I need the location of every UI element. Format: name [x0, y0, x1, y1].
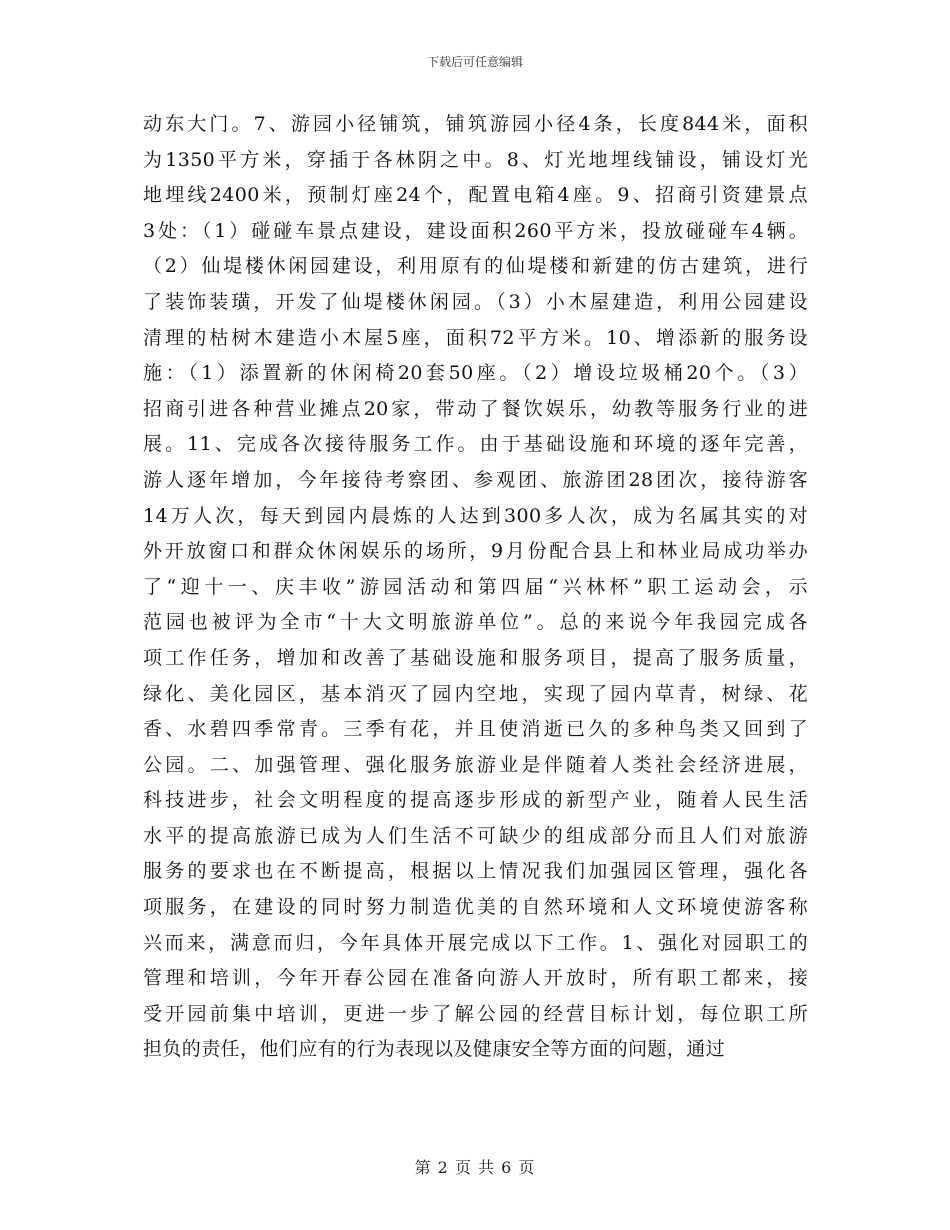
text-line: 游人逐年增加，今年接待考察团、参观团、旅游团28团次，接待游客: [143, 468, 808, 491]
text-line: 14万人次，每天到园内晨炼的人达到300多人次，成为名属其实的对: [143, 504, 808, 527]
text-line: 地埋线2400米，预制灯座24个，配置电箱4座。9、招商引资建景点: [143, 184, 808, 207]
text-line: 清理的枯树木建造小木屋5座，面积72平方米。10、增添新的服务设: [143, 326, 808, 349]
text-line: 受开园前集中培训，更进一步了解公园的经营目标计划，每位职工所: [143, 1002, 808, 1025]
text-line: 项工作任务，增加和改善了基础设施和服务项目，提高了服务质量，: [143, 646, 808, 669]
text-line: 展。11、完成各次接待服务工作。由于基础设施和环境的逐年完善，: [143, 433, 808, 456]
document-body: [143, 107, 808, 1068]
text-line: 香、水碧四季常青。三季有花，并且使消逝已久的多种鸟类又回到了: [143, 718, 808, 741]
text-line: 服务的要求也在不断提高，根据以上情况我们加强园区管理，强化各: [143, 860, 808, 883]
page-header-note: 下载后可任意编辑: [426, 55, 523, 69]
text-line: 水平的提高旅游已成为人们生活不可缺少的组成部分而且人们对旅游: [143, 824, 808, 847]
text-line: 项服务，在建设的同时努力制造优美的自然环境和人文环境使游客称: [143, 896, 808, 919]
text-line: 兴而来，满意而归，今年具体开展完成以下工作。1、强化对园职工的: [143, 931, 808, 954]
text-line: 绿化、美化园区，基本消灭了园内空地，实现了园内草青，树绿、花: [143, 682, 808, 705]
text-line: （2）仙堤楼休闲园建设，利用原有的仙堤楼和新建的仿古建筑，进行: [143, 255, 808, 278]
text-line: 科技进步，社会文明程度的提高逐步形成的新型产业，随着人民生活: [143, 789, 808, 812]
text-line: 为1350平方米，穿插于各林阴之中。8、灯光地埋线铺设，铺设灯光: [143, 148, 808, 171]
text-line: 施：（1）添置新的休闲椅20套50座。（2）增设垃圾桶20个。（3）: [143, 362, 808, 385]
text-line: 招商引进各种营业摊点20家，带动了餐饮娱乐，幼教等服务行业的进: [143, 397, 808, 420]
text-line: 外开放窗口和群众休闲娱乐的场所，9月份配合县上和林业局成功举办: [143, 540, 808, 563]
text-line: 了“迎十一、庆丰收”游园活动和第四届“兴林杯”职工运动会，示: [143, 575, 808, 598]
page-number: 第 2 页 共 6 页: [414, 1158, 536, 1177]
text-line: 3处：（1）碰碰车景点建设，建设面积260平方米，投放碰碰车4辆。: [143, 219, 808, 242]
text-line: 管理和培训，今年开春公园在准备向游人开放时，所有职工都来，接: [143, 967, 808, 990]
text-line: 担负的责任，他们应有的行为表现以及健康安全等方面的问题，通过: [143, 1038, 726, 1061]
text-line: 动东大门。7、游园小径铺筑，铺筑游园小径4条，长度844米，面积: [143, 113, 808, 135]
text-line: 公园。二、加强管理、强化服务旅游业是伴随着人类社会经济进展，: [143, 753, 808, 776]
text-line: 范园也被评为全市“十大文明旅游单位”。总的来说今年我园完成各: [143, 611, 808, 634]
text-line: 了装饰装璜，开发了仙堤楼休闲园。（3）小木屋建造，利用公园建设: [143, 290, 808, 313]
